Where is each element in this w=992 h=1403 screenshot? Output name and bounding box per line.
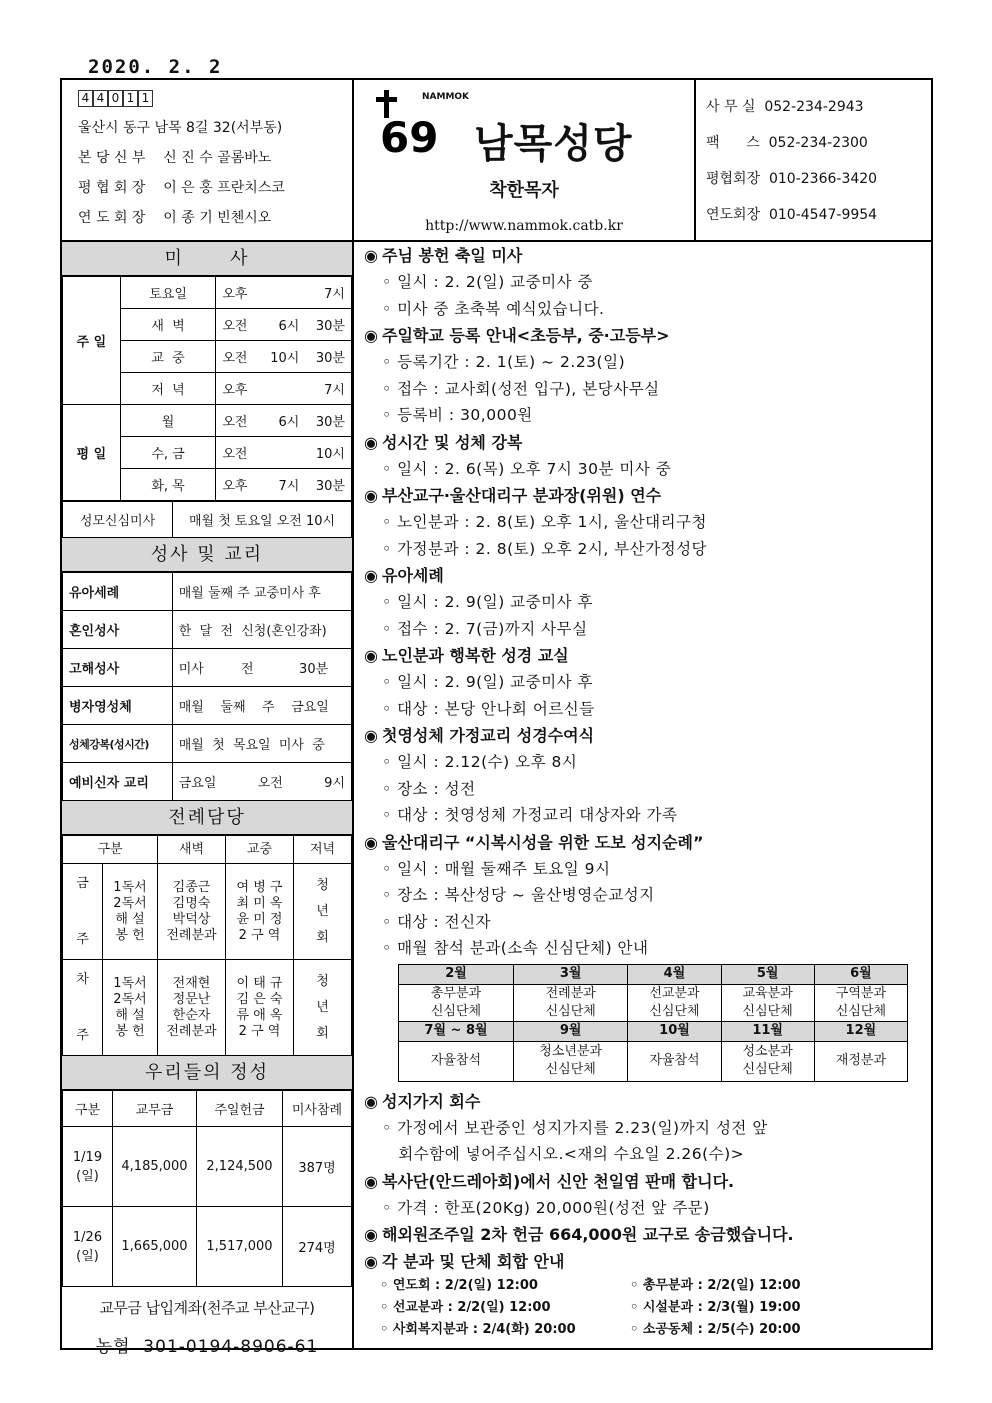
bullet-circle-icon: ◉ [364,1225,378,1244]
sacraments-title: 성사 및 교리 [62,538,352,572]
time: 6시 30분 [278,319,345,334]
notice-item-text: 대상 : 본당 안나회 어르신들 [397,699,595,718]
notice-item [364,882,931,909]
notice-item [364,749,931,776]
mass-day: 교 중 [120,341,216,373]
sacraments-table [62,572,352,801]
mass-day: 수, 금 [120,437,216,469]
left-column [62,242,354,1357]
mass-title: 미 사 [62,242,352,276]
week-label [63,864,103,960]
zip-digit: 4 [78,90,93,107]
motto: 착한목자 [489,180,559,201]
mass-time [216,469,352,501]
col-header: 새벽 [158,836,226,864]
bullet-circle-icon: ◉ [364,1171,378,1191]
sunday-label: 주 일 [63,277,121,405]
notice-item [364,589,931,616]
meeting-item [630,1275,880,1297]
meetings [364,1275,931,1341]
bullet-circle-icon: ◉ [364,246,378,265]
month-group: 총무분과 신심단체 [399,984,514,1021]
small-circle-icon: ◦ [382,1198,398,1217]
small-circle-icon: ◦ [382,406,398,424]
notice-title [364,242,931,269]
month-header: 7월 ~ 8월 [399,1021,514,1041]
small-circle-icon: ◦ [382,779,398,798]
small-circle-icon: ◦ [382,1118,398,1137]
small-circle-icon: ◦ [380,1278,393,1293]
time: 7시 30분 [278,479,345,494]
ampm: 오전 [222,351,248,366]
month-group: 청소년분과 신심단체 [514,1041,628,1081]
address: 울산시 동구 남목 8길 32(서부동) [78,120,283,136]
col-header: 구분 [63,836,158,864]
sacrament-name: 혼인성사 [63,611,173,649]
heart-mass-label: 성모신심미사 [63,502,173,538]
ampm: 오전 [222,415,248,430]
meeting-text: 소공동체 : 2/5(수) 20:00 [642,1322,801,1337]
table-row [63,277,352,309]
notice-title [364,562,931,589]
notice-item-text: 노인분과 : 2. 8(토) 오후 1시, 울산대리구청 [397,513,708,531]
small-circle-icon: ◦ [382,299,398,318]
notice-item-text: 일시 : 2.12(수) 오후 8시 [397,753,578,771]
month-header: 6월 [814,964,907,984]
office-phone: 사 무 실 052-234-2943 [706,99,864,115]
month-group: 교육분과 신심단체 [721,984,814,1021]
meeting-item [380,1297,630,1319]
table-row [63,502,352,538]
notice-title [364,482,931,509]
meeting-item [630,1319,880,1341]
notice-title [364,642,931,669]
small-circle-icon: ◦ [630,1278,643,1293]
bullet-circle-icon: ◉ [364,486,378,505]
small-circle-icon: ◦ [382,539,398,558]
ampm: 오전 [222,319,248,334]
bullet-circle-icon: ◉ [364,1091,378,1111]
notice-item-text: 일시 : 2. 9(일) 교중미사 후 [397,593,593,611]
sacrament-value: 미사 전 30분 [172,649,351,687]
month-group: 전례분과 신심단체 [514,984,628,1021]
small-circle-icon [382,1145,398,1163]
month-header: 5월 [721,964,814,984]
bullet-circle-icon: ◉ [364,326,378,345]
small-circle-icon: ◦ [630,1322,643,1337]
month-header: 12월 [814,1021,907,1041]
notice-item [364,349,931,376]
offering-table [62,1090,352,1287]
notice-item [364,269,931,296]
ampm: 오후 [222,479,248,494]
notice-item-text: 회수함에 넣어주십시오.<재의 수요일 2.26(수)> [398,1145,745,1163]
small-circle-icon: ◦ [380,1322,393,1337]
offering-due: 1,665,000 [113,1207,197,1287]
table-row [63,405,352,437]
offering-date: 1/26 (일) [63,1207,113,1287]
bullet-circle-icon: ◉ [364,726,378,745]
evening-servers: 청 년 회 [294,864,352,960]
notice-title-text: 주님 봉헌 축일 미사 [382,246,523,265]
bullet-circle-icon: ◉ [364,646,378,665]
notice-item-text: 매월 참석 분과(소속 신심단체) 안내 [397,939,649,957]
elder-phone: 연도회장 010-4547-9954 [706,207,878,223]
sacrament-value: 매월 둘째 주 교중미사 후 [172,573,351,611]
meeting-item [630,1297,880,1319]
table-row [63,763,352,801]
offering-date: 1/19 (일) [63,1127,113,1207]
notice-item-text: 장소 : 복산성당 ~ 울산병영순교성지 [397,886,655,904]
label-top: 차 [76,971,89,987]
mass-time [216,437,352,469]
dawn-servers: 김종근 김명숙 박덕상 전례분과 [158,864,226,960]
sacrament-value: 금요일 오전 9시 [172,763,351,801]
small-circle-icon: ◦ [382,273,398,291]
notice-item [364,536,931,563]
mass-time [216,277,352,309]
header [62,80,931,242]
small-circle-icon: ◦ [382,379,398,398]
website-link[interactable]: http://www.nammok.catb.kr [425,218,623,234]
dawn-servers: 전재현 정문난 한순자 전례분과 [158,960,226,1056]
notice-title [364,1248,931,1275]
label-top: 금 [76,875,89,891]
elder-head: 연 도 회 장 이 종 기 빈첸시오 [78,210,272,226]
main-servers: 이 태 규 김 은 숙 류 애 옥 2 구 역 [226,960,294,1056]
council-head: 평 협 회 장 이 은 홍 프란치스코 [78,180,285,196]
notice-item [364,616,931,643]
meeting-row [364,1297,931,1319]
notice-item [364,856,931,883]
meeting-row [364,1275,931,1297]
heart-mass-table [62,501,352,538]
notice-item [364,402,931,429]
meeting-row [364,1319,931,1341]
notice-title-text: 부산교구·울산대리구 분과장(위원) 연수 [382,486,662,505]
month-group: 재정분과 [814,1041,907,1081]
pastor: 본 당 신 부 신 진 수 골롬바노 [78,150,272,166]
notice-item [364,1115,931,1142]
meeting-item [380,1275,630,1297]
mass-day: 저 녁 [120,373,216,405]
notice-item [364,1141,931,1168]
notice-title [364,829,931,856]
small-circle-icon: ◦ [382,939,398,957]
offering-collection: 1,517,000 [197,1207,283,1287]
small-circle-icon: ◦ [382,886,398,904]
notice-title-text: 울산대리구 “시복시성을 위한 도보 성지순례” [382,832,704,852]
weekday-label: 평 일 [63,405,121,501]
sacrament-value: 매월 둘째 주 금요일 [172,687,351,725]
notice-item-text: 접수 : 2. 7(금)까지 사무실 [397,619,588,638]
bullet-circle-icon: ◉ [364,1252,378,1271]
sacrament-name: 성체강복(성시간) [63,725,173,763]
zip-digit: 1 [123,90,138,107]
zip-code [78,90,352,107]
notice-title-text: 성지가지 회수 [382,1091,481,1111]
small-circle-icon: ◦ [382,753,398,771]
notice-title-text: 각 분과 및 단체 회합 안내 [382,1252,565,1271]
col-header: 구분 [63,1091,113,1127]
table-row [63,687,352,725]
bullet-circle-icon: ◉ [364,432,378,452]
notice-item [364,296,931,323]
bulletin-frame [60,78,933,1357]
header-info [62,80,354,240]
month-header: 2월 [399,964,514,984]
month-header: 11월 [721,1021,814,1041]
table-row [399,1041,908,1081]
notice-item [364,509,931,536]
notice-title-text: 성시간 및 성체 강복 [382,432,523,452]
sacrament-name: 고해성사 [63,649,173,687]
fax: 팩 스 052-234-2300 [706,135,868,151]
notice-title [364,322,931,349]
col-header: 미사참례 [283,1091,352,1127]
ampm: 오전 [222,447,248,462]
meeting-text: 총무분과 : 2/2(일) 12:00 [642,1278,801,1293]
sacrament-name: 유아세례 [63,573,173,611]
mass-time [216,309,352,341]
table-row [63,725,352,763]
liturgy-table [62,835,352,1056]
header-logo-area [354,80,696,240]
col-header: 저녁 [294,836,352,864]
table-row [63,960,352,1056]
month-group: 자율참석 [628,1041,721,1081]
mass-day: 새 벽 [120,309,216,341]
month-group: 선교분과 신심단체 [628,984,721,1021]
table-row [63,1127,352,1207]
month-group: 자율참석 [399,1041,514,1081]
offering-title: 우리들의 정성 [62,1056,352,1090]
mass-time [216,341,352,373]
meeting-text: 연도회 : 2/2(일) 12:00 [392,1278,538,1293]
offering-due: 4,185,000 [113,1127,197,1207]
notice-title-text: 복사단(안드레아회)에서 신안 천일염 판매 합니다. [382,1171,735,1191]
notice-title [364,722,931,749]
table-row [63,836,352,864]
small-circle-icon: ◦ [382,912,398,931]
label-bottom: 주 [76,931,89,947]
table-row [399,964,908,984]
notice-title-text: 첫영성체 가정교리 성경수여식 [382,726,595,745]
table-row [63,611,352,649]
small-circle-icon: ◦ [382,859,398,878]
month-group: 구역분과 신심단체 [814,984,907,1021]
col-header: 주일헌금 [197,1091,283,1127]
zip-digit: 0 [108,90,123,107]
notice-item [364,802,931,829]
main-servers: 여 병 구 최 미 옥 윤 미 정 2 구 역 [226,864,294,960]
notice-item-text: 일시 : 2. 2(일) 교중미사 중 [397,273,593,291]
notice-item-text: 가정분과 : 2. 8(토) 오후 2시, 부산가정성당 [397,539,708,558]
small-circle-icon: ◦ [382,673,398,691]
bullet-circle-icon: ◉ [364,566,378,585]
notice-title-text: 유아세례 [382,566,444,585]
notice-item-text: 가정에서 보관중인 성지가지를 2.23(일)까지 성전 앞 [397,1118,768,1137]
small-circle-icon: ◦ [382,513,398,531]
time: 7시 [324,383,345,398]
ampm: 오후 [222,383,248,398]
heart-mass-value: 매월 첫 토요일 오전 10시 [173,502,352,538]
zip-digit: 1 [138,90,153,107]
table-row [63,1091,352,1127]
notice-item-text: 등록비 : 30,000원 [397,406,533,424]
notice-item-text: 등록기간 : 2. 1(토) ~ 2.23(일) [397,353,626,371]
notice-item-text: 대상 : 첫영성체 가정교리 대상자와 가족 [397,806,678,824]
notice-item-text: 가격 : 한포(20Kg) 20,000원(성전 앞 주문) [397,1198,710,1217]
table-row [63,649,352,687]
time: 7시 [324,287,345,302]
mass-day: 토요일 [120,277,216,309]
notice-item-text: 일시 : 2. 9(일) 교중미사 후 [397,673,593,691]
notice-item [364,1195,931,1222]
notice-title [364,429,931,456]
small-circle-icon: ◦ [382,593,398,611]
svg-text:69: 69 [380,113,439,160]
month-group: 성소분과 신심단체 [721,1041,814,1081]
roles: 1독서 2독서 해 설 봉 헌 [103,864,158,960]
right-column [356,242,931,1350]
mass-day: 화, 목 [120,469,216,501]
notice-title-text: 해외원조주일 2차 헌금 664,000원 교구로 송금했습니다. [382,1225,794,1244]
pilgrimage-grid [398,964,908,1082]
table-row [63,1207,352,1287]
notice-item [364,909,931,936]
sacrament-name: 병자영성체 [63,687,173,725]
account-label: 교무금 납입계좌(천주교 부산교구) [99,1299,315,1317]
time: 6시 30분 [278,415,345,430]
council-phone: 평협회장 010-2366-3420 [706,171,878,187]
table-row [399,1021,908,1041]
ampm: 오후 [222,287,248,302]
meeting-text: 선교분과 : 2/2(일) 12:00 [392,1300,551,1315]
meeting-item [380,1319,630,1341]
col-header: 교중 [226,836,294,864]
notice-item [364,669,931,696]
table-row [63,864,352,960]
week-label [63,960,103,1056]
notice-item-text: 미사 중 초축복 예식있습니다. [397,299,605,318]
notice-item [364,376,931,403]
sacrament-value: 한 달 전 신청(혼인강좌) [172,611,351,649]
table-row [63,573,352,611]
notice-item [364,776,931,803]
meeting-text: 시설분과 : 2/3(월) 19:00 [642,1300,801,1315]
table-row [399,984,908,1021]
logo-text: 남목성당 [474,121,633,167]
notice-item-text: 일시 : 2. 6(목) 오후 7시 30분 미사 중 [397,459,672,478]
label-bottom: 주 [76,1027,89,1043]
small-circle-icon: ◦ [630,1300,643,1315]
small-circle-icon: ◦ [382,699,398,718]
notice-item [364,935,931,962]
small-circle-icon: ◦ [382,806,398,824]
meeting-text: 사회복지분과 : 2/4(화) 20:00 [392,1322,576,1337]
notice-item-text: 일시 : 매월 둘째주 토요일 9시 [397,859,611,878]
notices [364,242,931,962]
notice-title-text: 노인분과 행복한 성경 교실 [382,646,569,665]
notice-item-text: 장소 : 성전 [397,779,476,798]
month-header: 4월 [628,964,721,984]
mass-time [216,373,352,405]
roles: 1독서 2독서 해 설 봉 헌 [103,960,158,1056]
month-header: 3월 [514,964,628,984]
bullet-circle-icon: ◉ [364,832,378,852]
evening-servers: 청 년 회 [294,960,352,1056]
offering-attend: 274명 [283,1207,352,1287]
zip-digit: 4 [93,90,108,107]
time: 10시 30분 [270,351,345,366]
offering-collection: 2,124,500 [197,1127,283,1207]
notice-item [364,696,931,723]
bulletin-date: 2020. 2. 2 [88,56,223,78]
sacrament-value: 매월 첫 목요일 미사 중 [172,725,351,763]
mass-table [62,276,352,501]
notice-item [364,456,931,483]
notice-item-text: 접수 : 교사회(성전 입구), 본당사무실 [397,379,660,398]
mass-day: 월 [120,405,216,437]
small-circle-icon: ◦ [382,619,398,638]
liturgy-title: 전례담당 [62,801,352,835]
small-circle-icon: ◦ [380,1300,393,1315]
notices-2 [364,1088,931,1276]
contacts [696,80,931,240]
logo-small-text: NAMMOK [422,92,470,102]
notice-title [364,1168,931,1195]
notice-title [364,1221,931,1248]
notice-title [364,1088,931,1115]
notice-title-text: 주일학교 등록 안내<초등부, 중·고등부> [382,326,670,345]
notice-item-text: 대상 : 전신자 [397,912,492,931]
offering-attend: 387명 [283,1127,352,1207]
small-circle-icon: ◦ [382,459,398,478]
sacrament-name: 예비신자 교리 [63,763,173,801]
col-header: 교무금 [113,1091,197,1127]
month-header: 10월 [628,1021,721,1041]
church-logo [374,90,684,167]
mass-time [216,405,352,437]
month-header: 9월 [514,1021,628,1041]
time: 10시 [315,447,345,462]
small-circle-icon: ◦ [382,353,398,371]
account-number: 농협 301-0194-8906-61 [95,1337,319,1357]
